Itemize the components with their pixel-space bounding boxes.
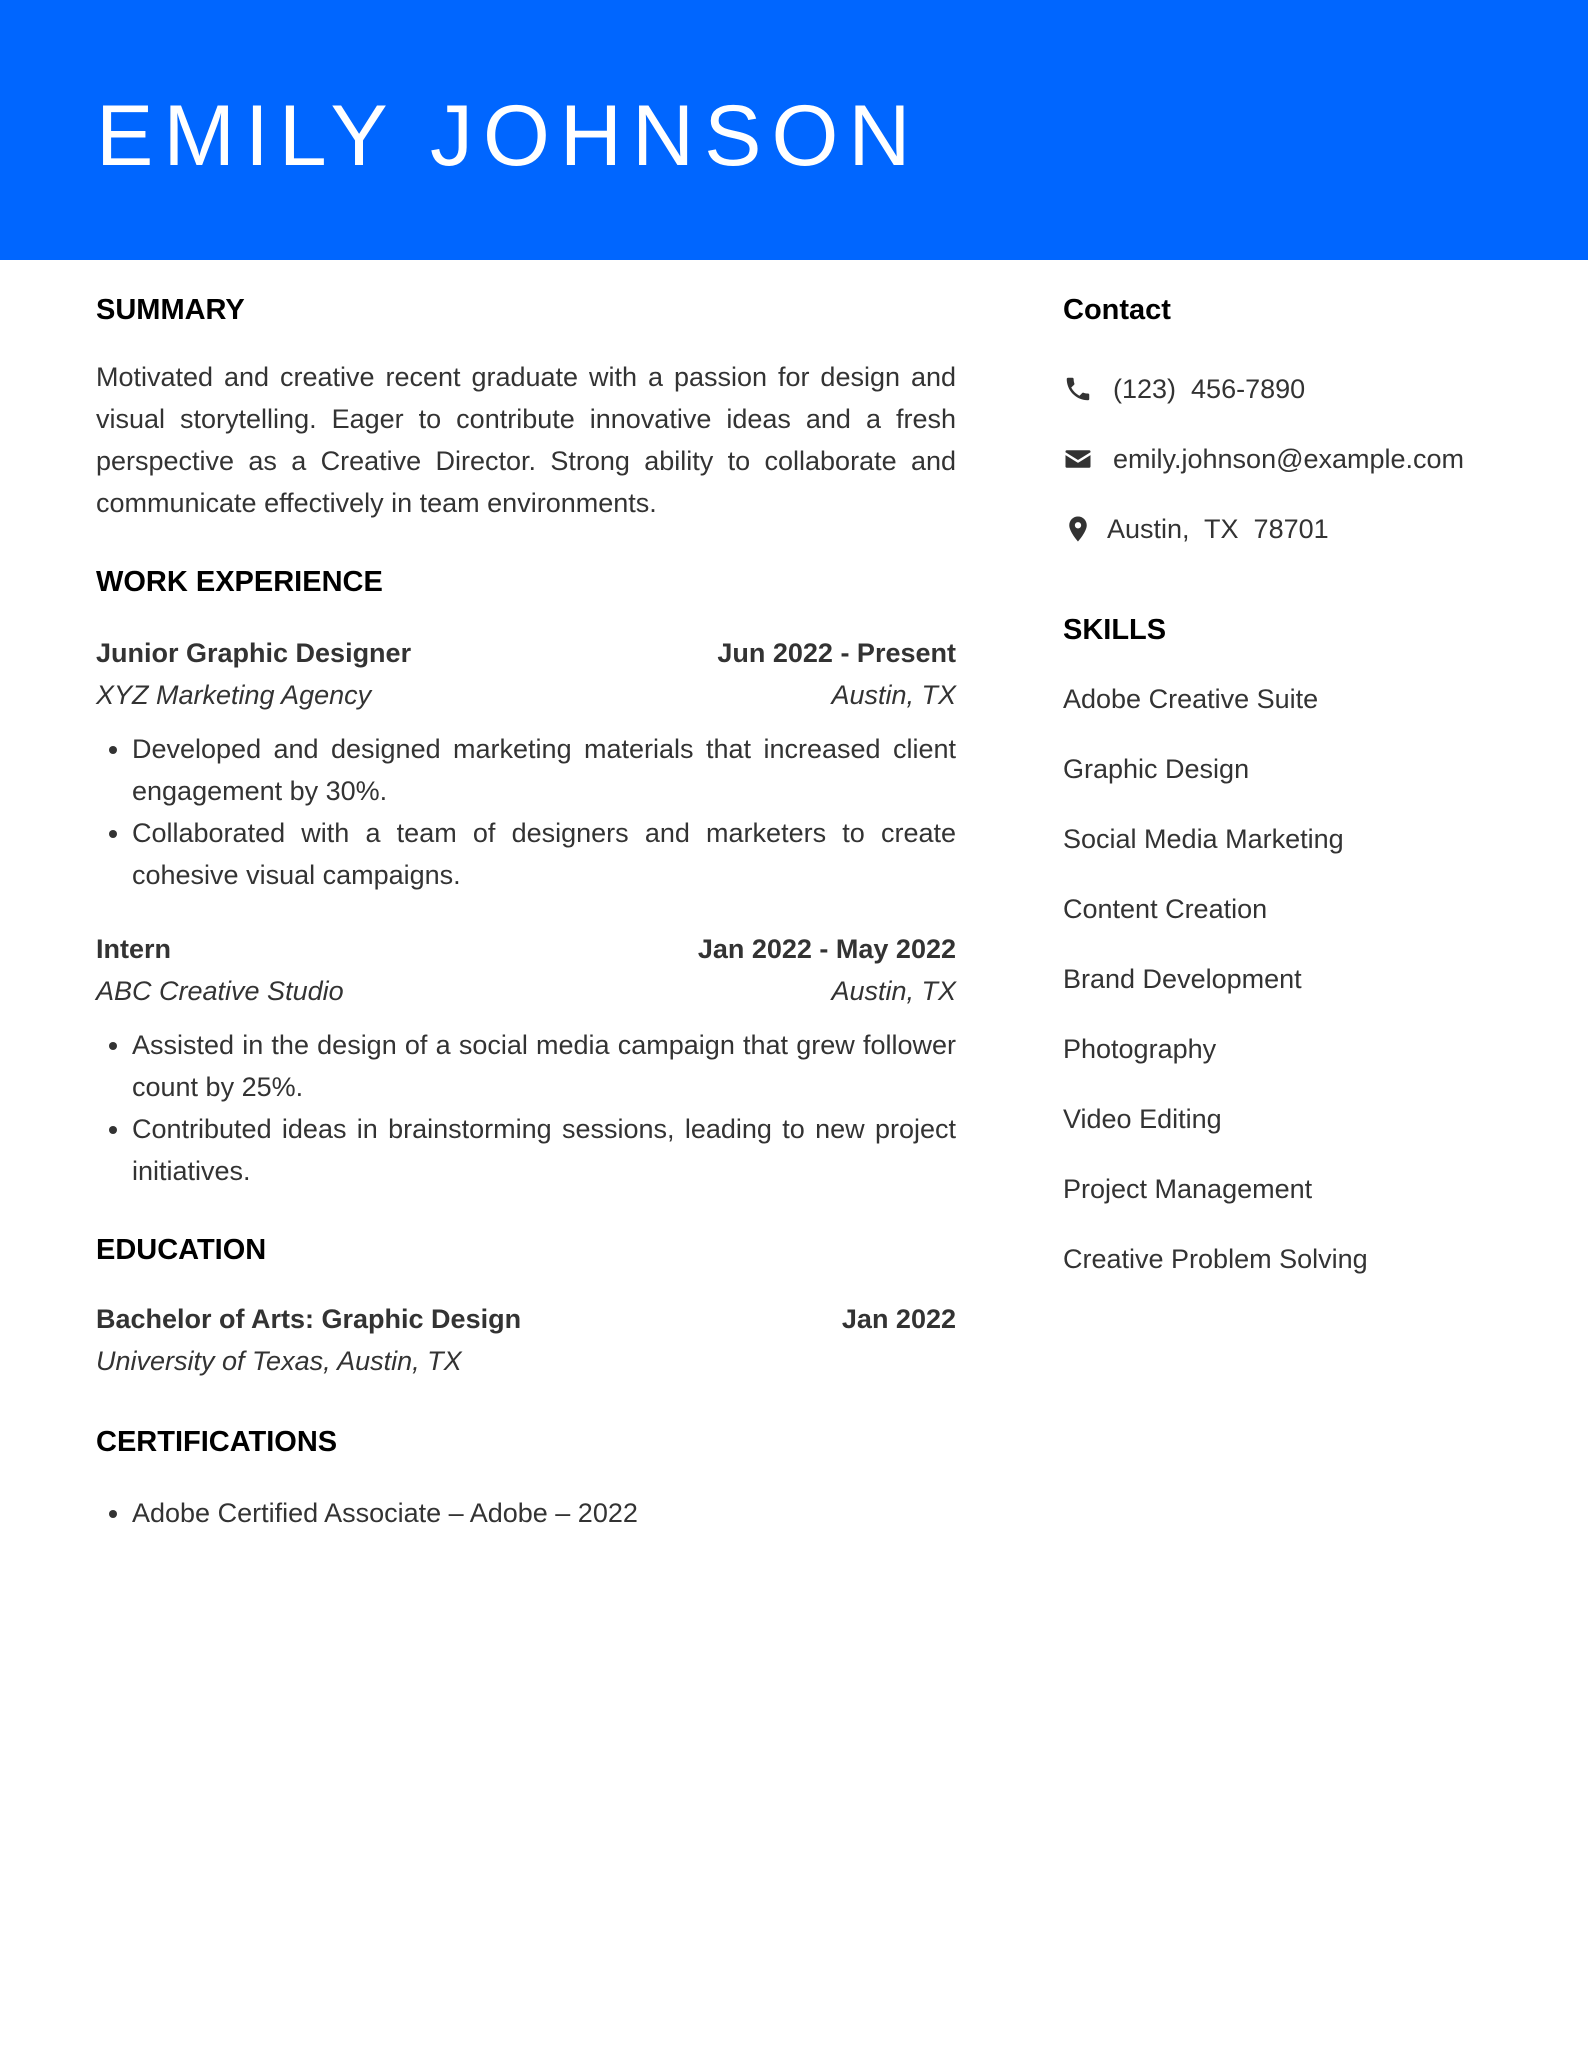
phone-number[interactable]: (123) 456-7890 (1113, 374, 1306, 404)
job-dates: Jun 2022 - Present (717, 638, 956, 668)
list-item: Social Media Marketing (1063, 824, 1344, 854)
phone-icon (1063, 374, 1093, 404)
degree-name: Bachelor of Arts: Graphic Design (96, 1304, 522, 1334)
list-item: • Assisted in the design of a social media campaign that grew follower count by 25%. (132, 1024, 956, 1108)
company-name: XYZ Marketing Agency (96, 680, 372, 710)
header-banner (0, 0, 1588, 260)
address: Austin, TX 78701 (1107, 514, 1329, 544)
job-location: Austin, TX (831, 680, 956, 710)
certifications-list (96, 1492, 956, 1534)
list-item: Creative Problem Solving (1063, 1244, 1368, 1274)
email-address[interactable]: emily.johnson@example.com (1113, 444, 1465, 474)
list-item: Graphic Design (1063, 754, 1250, 784)
job-bullets (96, 728, 956, 896)
list-item: Content Creation (1063, 894, 1268, 924)
list-item: Adobe Creative Suite (1063, 684, 1319, 714)
job-location: Austin, TX (831, 976, 956, 1006)
skills-heading: SKILLS (1063, 614, 1167, 646)
job-title: Junior Graphic Designer (96, 638, 412, 668)
school-name: University of Texas, Austin, TX (96, 1346, 462, 1376)
job-title: Intern (96, 934, 172, 964)
list-item: • Adobe Certified Associate – Adobe – 2022 (132, 1492, 956, 1534)
contact-address (1063, 508, 1523, 550)
list-item: • Developed and designed marketing materials that increased client engagement by 30%. (132, 728, 956, 812)
skills-list (1063, 678, 1523, 1280)
main-column (96, 290, 956, 1534)
job-entry (96, 928, 956, 1192)
list-item: Project Management (1063, 1174, 1313, 1204)
certifications-heading: CERTIFICATIONS (96, 1426, 338, 1458)
list-item: Brand Development (1063, 964, 1302, 994)
summary-text: Motivated and creative recent graduate with a passion for design and visual storytelling. Eager to contribute innovative ideas and a fresh perspective as a Creative Director. Strong ability to collaborate and communicate effectively in team environments. (96, 362, 956, 518)
education-date: Jan 2022 (841, 1304, 956, 1334)
contact-heading: Contact (1063, 294, 1171, 326)
list-item: • Collaborated with a team of designers and marketers to create cohesive visual campaigns. (132, 812, 956, 896)
work-experience-heading: WORK EXPERIENCE (96, 566, 383, 598)
company-name: ABC Creative Studio (96, 976, 344, 1006)
education-entry (96, 1298, 956, 1382)
list-item: Photography (1063, 1034, 1217, 1064)
list-item: • Contributed ideas in brainstorming sessions, leading to new project initiatives. (132, 1108, 956, 1192)
sidebar-column (1063, 290, 1523, 1280)
map-marker-icon (1063, 514, 1093, 544)
job-bullets (96, 1024, 956, 1192)
contact-phone (1063, 368, 1523, 410)
candidate-name: EMILY JOHNSON (96, 88, 921, 184)
contact-email (1063, 438, 1523, 480)
education-heading: EDUCATION (96, 1234, 267, 1266)
envelope-icon (1063, 444, 1093, 474)
summary-heading: SUMMARY (96, 294, 245, 326)
job-dates: Jan 2022 - May 2022 (697, 934, 956, 964)
job-entry (96, 632, 956, 896)
list-item: Video Editing (1063, 1104, 1222, 1134)
